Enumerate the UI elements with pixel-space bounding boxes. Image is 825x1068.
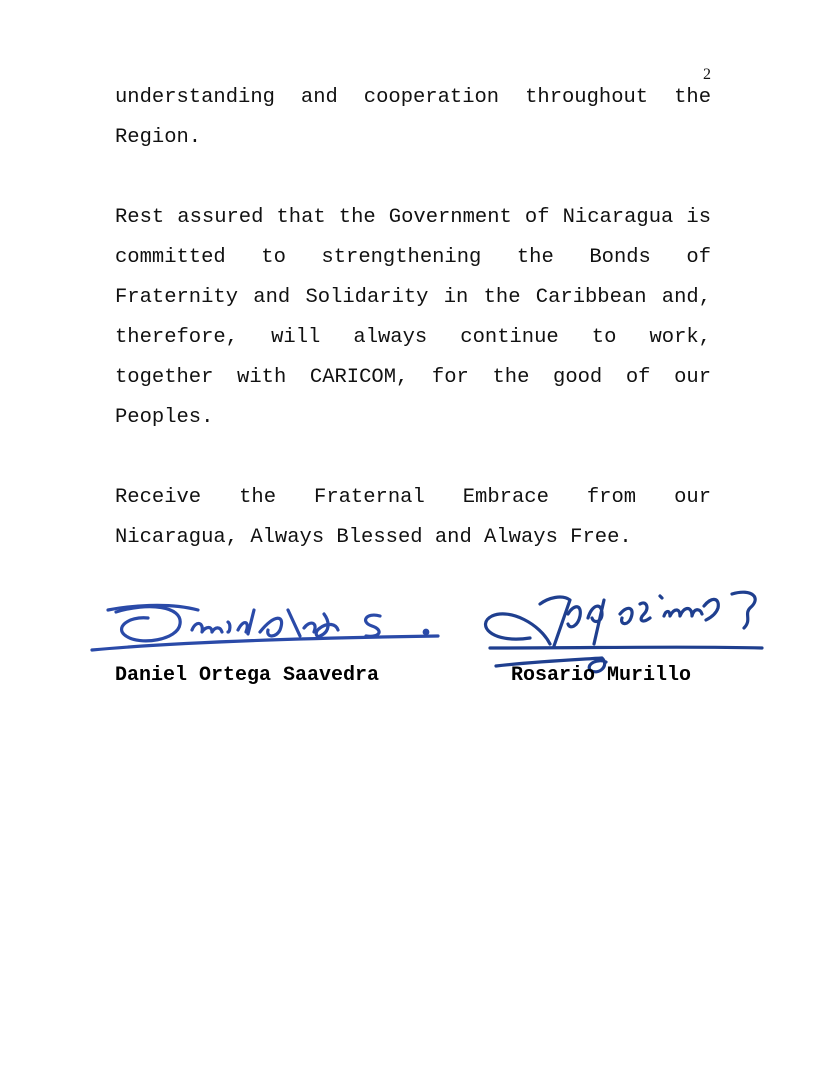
paragraph-commitment: Rest assured that the Government of Nicaragua is committed to strengthening the Bonds of Fraternity and Solidarity in the Caribbean and, therefore, will always continue to work, together with CARICOM, for the good of our Peoples. (115, 206, 711, 429)
letter-body (115, 78, 711, 598)
paragraph-closing: Receive the Fraternal Embrace from our Nicaragua, Always Blessed and Always Free. (115, 486, 711, 549)
signer-name-ortega: Daniel Ortega Saavedra (115, 664, 380, 687)
ortega-signature-image (88, 588, 443, 668)
paragraph-continuation: understanding and cooperation throughout the Region. (115, 86, 711, 149)
murillo-signature-image (470, 574, 770, 674)
signer-name-murillo: Rosario Murillo (511, 664, 692, 687)
page-number: 2 (703, 66, 711, 83)
